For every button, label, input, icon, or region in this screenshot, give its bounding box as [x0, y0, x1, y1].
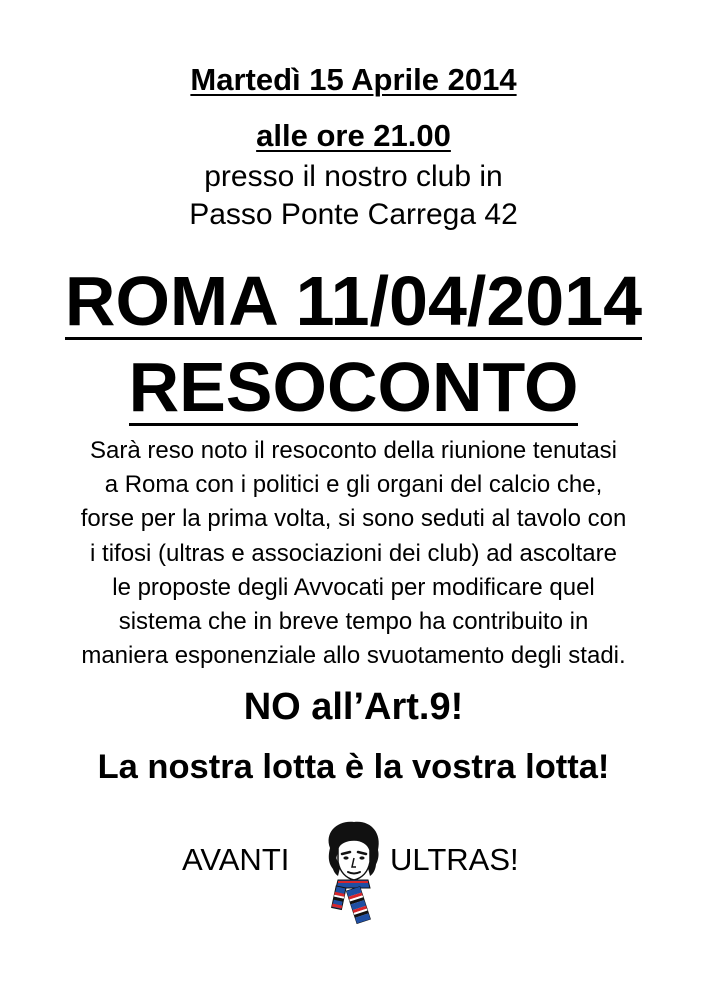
event-date: Martedì 15 Aprile 2014	[190, 62, 517, 97]
headline-subtitle-text: RESOCONTO	[128, 348, 579, 426]
report-description	[20, 434, 687, 673]
footer-ultras: ULTRAS!	[390, 842, 519, 877]
headline-subtitle	[0, 348, 707, 426]
venue-line-2: Passo Ponte Carrega 42	[189, 198, 518, 231]
slogan-our-fight: La nostra lotta è la vostra lotta!	[97, 748, 610, 786]
headline-title	[0, 262, 707, 340]
event-time: alle ore 21.00	[256, 118, 451, 153]
description-line: maniera esponenziale allo svuotamento degli stadi.	[81, 642, 626, 670]
description-line: forse per la prima volta, si sono seduti al tavolo con	[80, 505, 627, 533]
description-line: a Roma con i politici e gli organi del calcio che,	[104, 471, 603, 499]
venue-line-1: presso il nostro club in	[204, 160, 503, 193]
footer-avanti: AVANTI	[182, 842, 290, 877]
description-line: sistema che in breve tempo ha contribuito in	[118, 608, 589, 636]
headline-title-text: ROMA 11/04/2014	[64, 262, 643, 340]
ultras-mascot-icon	[316, 818, 390, 924]
description-line: Sarà reso noto il resoconto della riunione tenutasi	[90, 437, 617, 464]
description-line: i tifosi (ultras e associazioni dei club) ad ascoltare	[90, 539, 617, 567]
description-line: le proposte degli Avvocati per modificare quel	[112, 573, 595, 601]
slogan-no-art9: NO all’Art.9!	[243, 686, 464, 728]
